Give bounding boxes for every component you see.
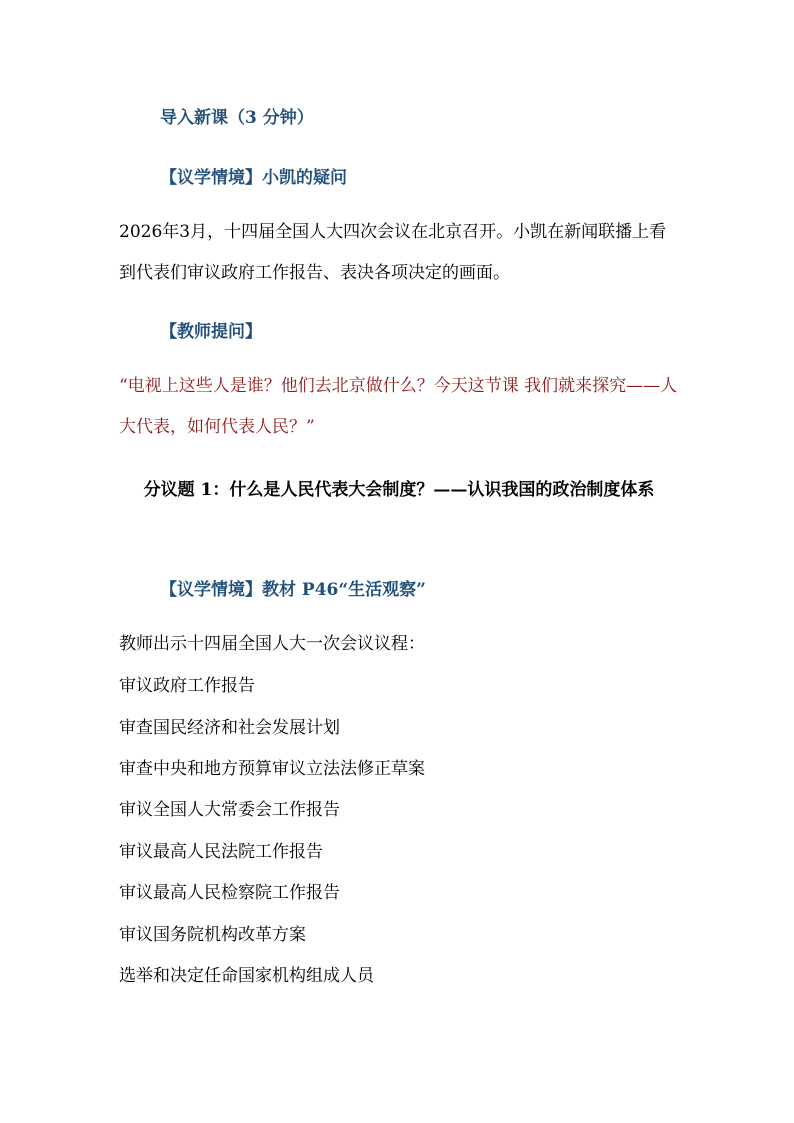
list-item: 选举和决定任命国家机构组成人员 xyxy=(119,966,374,986)
situation2-intro: 教师出示十四届全国人大一次会议议程： xyxy=(119,634,425,654)
list-item: 审议全国人大常委会工作报告 xyxy=(119,800,340,820)
situation1-text: 2026年3月，十四届全国人大四次会议在北京召开。小凯在新闻联播上看到代表们审议政府工作报告、表决各项决定的画面。 xyxy=(119,222,667,283)
teacher-heading: 【教师提问】 xyxy=(160,322,262,342)
list-item: 审议政府工作报告 xyxy=(119,676,255,696)
list-item: 审议国务院机构改革方案 xyxy=(119,925,306,945)
teacher-quote: “电视上这些人是谁？他们去北京做什么？今天这节课 我们就来探究——人大代表，如何代表人民？” xyxy=(119,376,678,437)
situation2-heading: 【议学情境】教材 P46“生活观察” xyxy=(160,580,426,600)
list-item: 审议最高人民检察院工作报告 xyxy=(119,883,340,903)
list-item: 审议最高人民法院工作报告 xyxy=(119,842,323,862)
intro-heading: 导入新课（3 分钟） xyxy=(160,108,314,128)
topic1-title: 分议题 1：什么是人民代表大会制度？——认识我国的政治制度体系 xyxy=(143,480,655,500)
list-item: 审查国民经济和社会发展计划 xyxy=(119,718,340,738)
situation1-heading: 【议学情境】小凯的疑问 xyxy=(160,168,347,188)
list-item: 审查中央和地方预算审议立法法修正草案 xyxy=(119,759,425,779)
